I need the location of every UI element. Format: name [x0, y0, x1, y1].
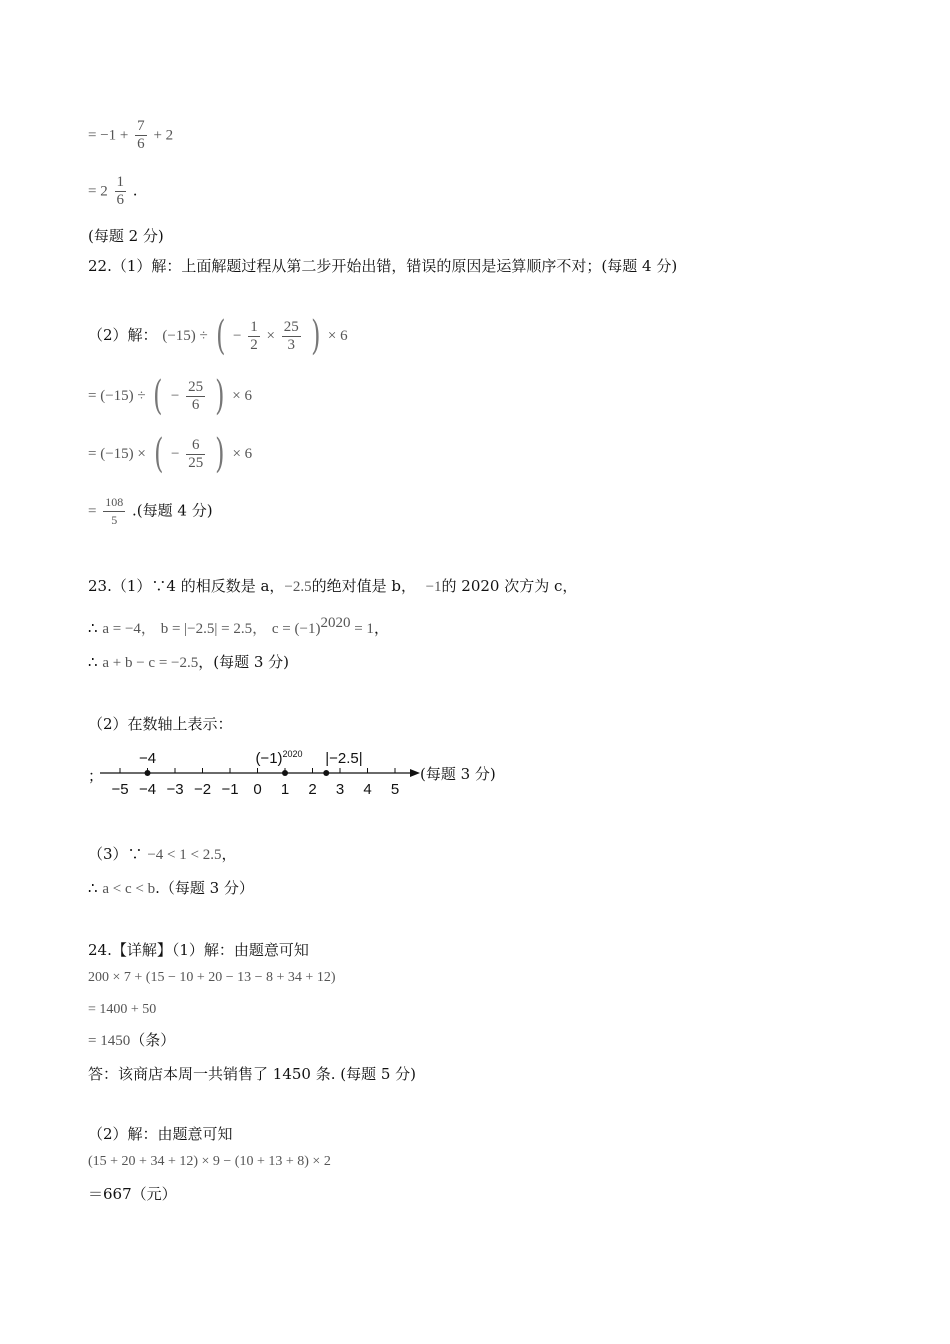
q23-l1-a: 23.（1）∵4 的相反数是 a， [88, 577, 285, 595]
number-line-point [282, 770, 288, 776]
q22-e3-a: = (−15) × [88, 446, 146, 462]
q22-e4-eq: = [88, 503, 97, 520]
q23-l2-exponent: 2020 [320, 615, 351, 631]
numerator: 7 [137, 118, 145, 134]
denominator: 2 [250, 336, 258, 353]
left-paren: ( [153, 431, 164, 477]
axis-tick-label: 2 [308, 781, 317, 798]
q24-l4-unit: （条） [130, 1031, 176, 1049]
axis-tick-label: 4 [363, 781, 372, 798]
q23-line3 [88, 652, 289, 673]
q23-axis-score: (每题 3 分) [420, 765, 496, 783]
q23-l2-c: c = (−1) [271, 621, 321, 637]
q22-e2-fraction [186, 379, 205, 414]
denominator: 6 [137, 136, 145, 152]
number-line-point [323, 770, 329, 776]
q22-e4-fraction [103, 494, 125, 529]
q24-l4-expr: = 1450 [88, 1033, 131, 1049]
axis-tick-label: −3 [166, 781, 184, 798]
q22-e2-a: = (−15) ÷ [88, 388, 146, 404]
q22-part2-label: （2）解： [88, 326, 158, 344]
q22-expr3 [88, 431, 253, 477]
q22-e1-b: × 6 [327, 328, 348, 344]
numerator: 1 [116, 174, 124, 190]
q22-e3-fraction [186, 437, 205, 472]
number-line-point [145, 770, 151, 776]
q23-l2-tail: ， [373, 619, 389, 637]
numerator: 25 [188, 378, 204, 395]
q21-step1-rhs: + 2 [153, 127, 174, 144]
q22-e1-fraction1 [248, 319, 260, 354]
q23-l2-a: a = −4 [102, 621, 141, 637]
number-line [95, 742, 425, 800]
q23-part3-tail: ， [221, 845, 237, 863]
axis-arrow-icon [410, 769, 420, 777]
q22-part2-expr1 [88, 313, 348, 359]
separator: ， [140, 621, 156, 637]
denominator: 25 [188, 454, 204, 471]
right-paren: ) [214, 373, 225, 419]
q22-e3-b: × 6 [232, 446, 253, 462]
q23-l1-c: 的 2020 次方为 c， [441, 577, 578, 595]
axis-tick-label: 1 [280, 781, 290, 798]
q23-part3-label: （3）∵ [88, 845, 143, 863]
q23-part3-line2 [88, 878, 254, 899]
therefore-symbol: ∴ [88, 619, 98, 637]
number-line-point-label: −4 [138, 750, 157, 767]
right-paren: ) [310, 313, 320, 359]
q23-line1 [88, 576, 577, 597]
number-line-exponent: 2020 [282, 749, 303, 759]
q21-step1 [88, 118, 173, 153]
q24-line2: 200 × 7 + (15 − 10 + 20 − 13 − 8 + 34 + 12) [88, 970, 336, 985]
q21-step2-lhs: = 2 [88, 183, 108, 200]
left-paren: ( [153, 373, 163, 419]
axis-tick-label: −2 [193, 781, 212, 798]
q23-part3-line1 [88, 844, 236, 865]
q22-e1-a: (−15) ÷ [162, 328, 208, 344]
denominator: 6 [116, 192, 124, 208]
q21-step1-fraction [135, 118, 147, 153]
q23-l2-b: b = |−2.5| = 2.5 [160, 621, 253, 637]
axis-tick-label: 5 [390, 781, 400, 798]
q24-line3: = 1400 + 50 [88, 1002, 157, 1017]
denominator: 3 [287, 336, 295, 353]
q21-score: (每题 2 分) [88, 227, 164, 245]
numerator: 25 [283, 318, 299, 335]
q23-l2-c2: = 1 [350, 621, 374, 637]
axis-tick-label: 0 [253, 781, 262, 798]
axis-tick-label: −5 [111, 781, 129, 798]
therefore-symbol: ∴ [88, 653, 98, 671]
q23-part3-score: .（每题 3 分） [155, 879, 254, 897]
q24-line1: 24.【详解】（1）解：由题意可知 [88, 941, 309, 959]
q21-step2 [88, 174, 138, 209]
denominator: 6 [191, 396, 200, 413]
numerator: 6 [186, 437, 205, 455]
q23-l1-m1: −2.5 [284, 579, 312, 595]
q21-step2-tail: . [132, 181, 138, 200]
therefore-symbol: ∴ [88, 879, 98, 897]
q24-part2-label: （2）解：由题意可知 [88, 1125, 233, 1143]
q23-l1-m2: −1 [425, 579, 442, 595]
q23-line2 [88, 613, 389, 639]
left-paren: ( [215, 313, 226, 359]
axis-tick-label: 3 [335, 781, 345, 798]
q24-part2-result: ＝667（元） [88, 1185, 177, 1203]
q23-l3-tail: ，(每题 3 分) [198, 653, 290, 671]
q22-part1: 22.（1）解：上面解题过程从第二步开始出错，错误的原因是运算顺序不对；(每题 4 分) [88, 257, 678, 275]
q22-e3-minus: − [171, 446, 180, 462]
q23-part2-label: （2）在数轴上表示： [88, 715, 233, 733]
q23-part3-expr: −4 < 1 < 2.5 [147, 847, 222, 863]
q22-e2-minus: − [170, 388, 180, 404]
q23-l3-expr: a + b − c = −2.5 [102, 655, 199, 671]
q22-e1-times: × [266, 328, 275, 344]
q24-part2-expr: (15 + 20 + 34 + 12) × 9 − (10 + 13 + 8) × 2 [88, 1154, 331, 1169]
number-line-point-label: $(-1)^{2020}$ [255, 749, 303, 767]
axis-tick-label: −1 [221, 781, 239, 798]
axis-tick-label: −4 [138, 781, 157, 798]
q22-e2-b: × 6 [232, 388, 252, 404]
q24-line4 [88, 1030, 175, 1051]
q22-expr4 [88, 494, 213, 529]
q21-step1-lhs: = −1 + [88, 127, 129, 144]
separator: ， [252, 621, 268, 637]
q23-part3-concl: a < c < b [102, 881, 156, 897]
q22-e1-fraction2 [282, 319, 301, 354]
numerator: 1 [250, 318, 258, 335]
right-paren: ) [215, 431, 225, 477]
q23-semicolon: ； [88, 767, 104, 785]
q23-l1-b: 的绝对值是 b， [311, 577, 417, 595]
q24-answer: 答：该商店本周一共销售了 1450 条. (每题 5 分) [88, 1065, 417, 1083]
q22-e1-minus: − [232, 328, 242, 344]
q22-expr2 [88, 373, 252, 419]
q21-step2-fraction [115, 174, 127, 209]
q22-e4-tail: .(每题 4 分) [132, 501, 213, 520]
denominator: 5 [111, 513, 118, 527]
numerator: 108 [103, 494, 125, 512]
number-line-point-label: |−2.5| [325, 750, 363, 767]
